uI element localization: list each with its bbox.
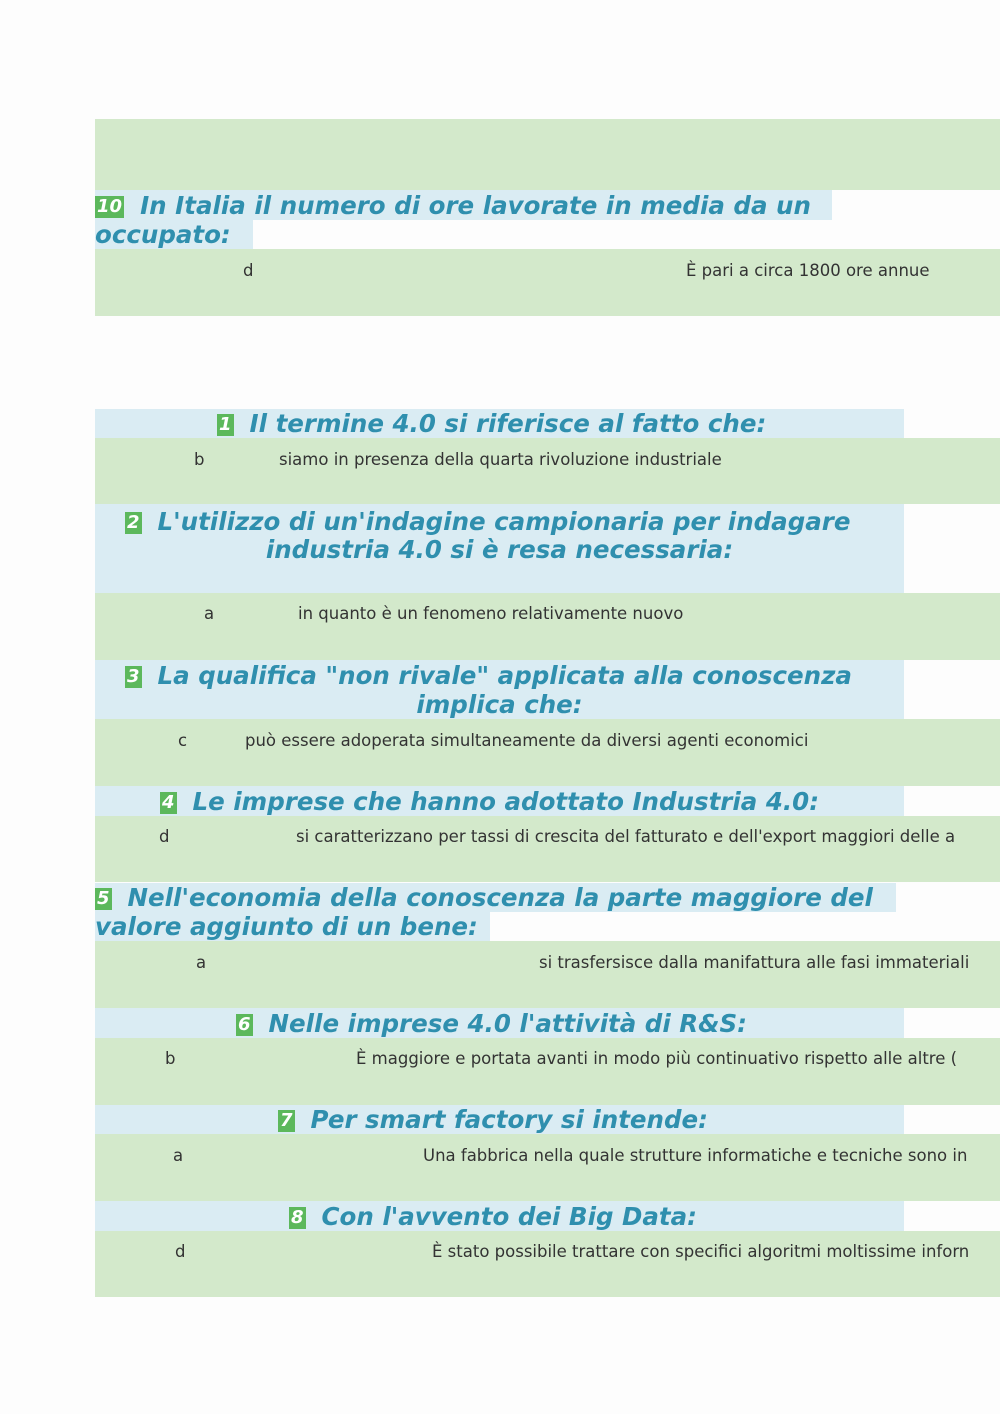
question-2-line1: [125, 507, 850, 536]
question-text: Le imprese che hanno adottato Industria 4.0:: [192, 787, 820, 816]
question-text: Con l'avvento dei Big Data:: [321, 1202, 697, 1231]
answer-text: in quanto è un fenomeno relativamente nuovo: [298, 604, 684, 623]
answer-10-row: [95, 249, 1000, 316]
question-10-line1: [95, 191, 811, 220]
question-number-badge: 5: [97, 888, 110, 909]
answer-5-row: [95, 941, 1000, 1008]
question-6: [236, 1009, 747, 1038]
question-number-badge: 4: [162, 792, 175, 813]
answer-text: siamo in presenza della quarta rivoluzione industriale: [279, 450, 722, 469]
question-8: [289, 1202, 697, 1231]
answer-letter: c: [178, 731, 188, 750]
question-text: Il termine 4.0 si riferisce al fatto che:: [249, 409, 767, 438]
question-7: [278, 1105, 708, 1134]
question-5-line2: valore aggiunto di un bene:: [95, 912, 478, 941]
question-text: In Italia il numero di ore lavorate in media da un: [140, 191, 811, 220]
question-number-badge: 6: [238, 1014, 251, 1035]
answer-text: È pari a circa 1800 ore annue: [686, 261, 930, 280]
question-number-badge: 2: [127, 512, 140, 533]
answer-letter: b: [165, 1049, 176, 1068]
answer-letter: d: [159, 827, 170, 846]
answer-letter: b: [194, 450, 205, 469]
question-text: Per smart factory si intende:: [310, 1105, 708, 1134]
question-10-line2: occupato:: [95, 220, 231, 249]
question-number-badge: 1: [219, 414, 232, 435]
answer-letter: a: [204, 604, 215, 623]
answer-text: È maggiore e portata avanti in modo più continuativo rispetto alle altre (: [356, 1049, 958, 1068]
answer-text: Una fabbrica nella quale strutture informatiche e tecniche sono in: [423, 1146, 968, 1165]
answer-text: può essere adoperata simultaneamente da diversi agenti economici: [245, 731, 809, 750]
answer-text: si caratterizzano per tassi di crescita del fatturato e dell'export maggiori delle a: [296, 827, 956, 846]
question-number-badge: 10: [97, 196, 123, 217]
answer-3-row: [95, 719, 1000, 786]
answer-text: si trasfersisce dalla manifattura alle fasi immateriali: [539, 953, 970, 972]
answer-letter: a: [173, 1146, 184, 1165]
answer-letter: d: [243, 261, 254, 280]
answer-letter: d: [175, 1242, 186, 1261]
header-band: [95, 119, 1000, 190]
question-text: Nell'economia della conoscenza la parte maggiore del: [127, 883, 873, 912]
question-3-line2: implica che:: [416, 690, 583, 719]
question-text: L'utilizzo di un'indagine campionaria per indagare: [157, 507, 851, 536]
question-2-line2: industria 4.0 si è resa necessaria:: [265, 535, 734, 564]
question-3-line1: [125, 661, 852, 690]
question-number-badge: 8: [291, 1207, 304, 1228]
answer-text: È stato possibile trattare con specifici algoritmi moltissime inforn: [432, 1242, 970, 1261]
question-1: [217, 409, 766, 438]
answer-7-row: [95, 1134, 1000, 1201]
question-text: Nelle imprese 4.0 l'attività di R&S:: [268, 1009, 747, 1038]
question-4: [160, 787, 819, 816]
question-number-badge: 7: [280, 1110, 293, 1131]
answer-8-row: [95, 1231, 1000, 1297]
question-5-line1: [95, 883, 873, 912]
question-number-badge: 3: [127, 666, 140, 687]
answer-4-row: [95, 816, 1000, 882]
question-text: La qualifica "non rivale" applicata alla conoscenza: [157, 661, 852, 690]
answer-1-row: [95, 438, 1000, 504]
answer-letter: a: [196, 953, 207, 972]
